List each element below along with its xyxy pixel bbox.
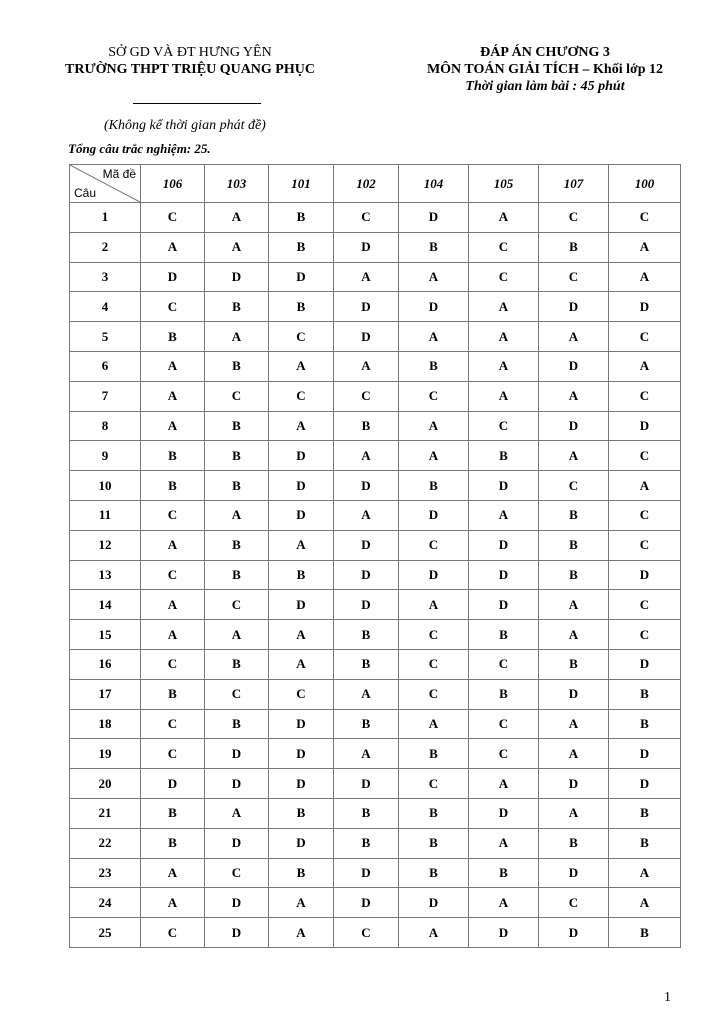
table-row bbox=[70, 441, 681, 471]
answer-cell: B bbox=[399, 798, 469, 828]
answer-cell: C bbox=[609, 500, 681, 530]
table-row bbox=[70, 798, 681, 828]
table-row bbox=[70, 411, 681, 441]
table-row bbox=[70, 918, 681, 948]
answer-cell: B bbox=[469, 620, 539, 650]
answer-cell: C bbox=[141, 292, 205, 322]
answer-cell: A bbox=[141, 232, 205, 262]
answer-cell: D bbox=[334, 530, 399, 560]
answer-cell: B bbox=[399, 828, 469, 858]
answer-cell: A bbox=[469, 203, 539, 233]
answer-cell: D bbox=[205, 828, 269, 858]
answer-cell: D bbox=[205, 739, 269, 769]
answer-cell: D bbox=[539, 769, 609, 799]
answer-cell: C bbox=[269, 381, 334, 411]
answer-cell: A bbox=[609, 262, 681, 292]
answer-cell: B bbox=[141, 679, 205, 709]
school-header bbox=[40, 44, 340, 78]
answer-cell: B bbox=[399, 471, 469, 501]
answer-cell: A bbox=[539, 381, 609, 411]
answer-cell: C bbox=[609, 441, 681, 471]
answer-cell: C bbox=[334, 381, 399, 411]
question-number: 18 bbox=[70, 709, 141, 739]
table-row bbox=[70, 322, 681, 352]
answer-cell: B bbox=[205, 441, 269, 471]
school-name: TRƯỜNG THPT TRIỆU QUANG PHỤC bbox=[65, 62, 315, 77]
answer-cell: C bbox=[539, 203, 609, 233]
answer-cell: D bbox=[469, 918, 539, 948]
answer-cell: C bbox=[609, 203, 681, 233]
table-row bbox=[70, 769, 681, 799]
answer-cell: D bbox=[609, 560, 681, 590]
table-row bbox=[70, 828, 681, 858]
answer-cell: B bbox=[334, 798, 399, 828]
answer-cell: D bbox=[399, 888, 469, 918]
answer-cell: B bbox=[205, 530, 269, 560]
answer-cell: B bbox=[609, 679, 681, 709]
answer-cell: B bbox=[334, 709, 399, 739]
answer-cell: A bbox=[141, 411, 205, 441]
answer-cell: C bbox=[141, 203, 205, 233]
answer-cell: C bbox=[469, 649, 539, 679]
answer-cell: A bbox=[399, 709, 469, 739]
question-number: 5 bbox=[70, 322, 141, 352]
table-row bbox=[70, 530, 681, 560]
answer-cell: D bbox=[539, 411, 609, 441]
answer-cell: B bbox=[269, 232, 334, 262]
answer-cell: A bbox=[141, 351, 205, 381]
answer-cell: D bbox=[539, 351, 609, 381]
answer-cell: D bbox=[269, 471, 334, 501]
answer-cell: A bbox=[269, 530, 334, 560]
question-number: 2 bbox=[70, 232, 141, 262]
answer-cell: C bbox=[205, 381, 269, 411]
answer-cell: D bbox=[399, 292, 469, 322]
table-row bbox=[70, 709, 681, 739]
exam-code: 102 bbox=[334, 165, 399, 203]
answer-cell: D bbox=[334, 560, 399, 590]
answer-cell: C bbox=[609, 620, 681, 650]
answer-cell: A bbox=[469, 322, 539, 352]
answer-cell: B bbox=[269, 798, 334, 828]
answer-cell: A bbox=[141, 530, 205, 560]
answer-cell: B bbox=[205, 351, 269, 381]
answer-cell: A bbox=[141, 590, 205, 620]
answer-cell: A bbox=[469, 351, 539, 381]
answer-cell: B bbox=[205, 411, 269, 441]
question-number: 12 bbox=[70, 530, 141, 560]
answer-cell: D bbox=[141, 769, 205, 799]
answer-cell: A bbox=[609, 888, 681, 918]
exam-code-label: Mã đề bbox=[102, 167, 136, 181]
answer-cell: D bbox=[539, 918, 609, 948]
answer-cell: B bbox=[269, 560, 334, 590]
answer-cell: A bbox=[334, 500, 399, 530]
question-number: 3 bbox=[70, 262, 141, 292]
answer-cell: D bbox=[334, 888, 399, 918]
answer-cell: C bbox=[539, 888, 609, 918]
question-number: 9 bbox=[70, 441, 141, 471]
answer-cell: A bbox=[334, 441, 399, 471]
question-number: 22 bbox=[70, 828, 141, 858]
question-number: 21 bbox=[70, 798, 141, 828]
answer-cell: D bbox=[469, 530, 539, 560]
answer-cell: B bbox=[609, 918, 681, 948]
table-row bbox=[70, 858, 681, 888]
answer-cell: B bbox=[205, 709, 269, 739]
answer-cell: C bbox=[205, 679, 269, 709]
exam-header bbox=[410, 44, 680, 95]
answer-cell: B bbox=[269, 203, 334, 233]
answer-cell: B bbox=[141, 798, 205, 828]
question-number: 17 bbox=[70, 679, 141, 709]
answer-cell: C bbox=[269, 322, 334, 352]
answer-cell: D bbox=[269, 441, 334, 471]
time-note: (Không kể thời gian phát đề) bbox=[104, 118, 266, 133]
answer-cell: C bbox=[141, 918, 205, 948]
answer-cell: A bbox=[469, 769, 539, 799]
answer-cell: C bbox=[469, 739, 539, 769]
answer-cell: D bbox=[609, 769, 681, 799]
answer-cell: D bbox=[469, 798, 539, 828]
exam-code: 103 bbox=[205, 165, 269, 203]
answer-rows bbox=[70, 203, 681, 948]
answer-cell: D bbox=[334, 590, 399, 620]
answer-cell: A bbox=[609, 232, 681, 262]
answer-cell: B bbox=[539, 560, 609, 590]
question-number: 6 bbox=[70, 351, 141, 381]
answer-cell: C bbox=[469, 232, 539, 262]
table-row bbox=[70, 292, 681, 322]
question-number: 11 bbox=[70, 500, 141, 530]
answer-cell: B bbox=[399, 858, 469, 888]
answer-cell: A bbox=[334, 351, 399, 381]
table-row bbox=[70, 471, 681, 501]
answer-key-title: ĐÁP ÁN CHƯƠNG 3 bbox=[480, 45, 610, 60]
answer-cell: B bbox=[539, 530, 609, 560]
exam-code: 104 bbox=[399, 165, 469, 203]
answer-cell: A bbox=[269, 888, 334, 918]
answer-cell: A bbox=[539, 441, 609, 471]
answer-cell: D bbox=[269, 709, 334, 739]
answer-cell: B bbox=[334, 411, 399, 441]
answer-cell: B bbox=[334, 620, 399, 650]
answer-cell: C bbox=[469, 411, 539, 441]
answer-cell: D bbox=[539, 679, 609, 709]
answer-cell: A bbox=[269, 351, 334, 381]
duration-line: Thời gian làm bài : 45 phút bbox=[465, 79, 625, 94]
answer-cell: C bbox=[399, 381, 469, 411]
answer-cell: B bbox=[469, 441, 539, 471]
exam-code: 105 bbox=[469, 165, 539, 203]
answer-cell: B bbox=[609, 798, 681, 828]
answer-cell: A bbox=[399, 441, 469, 471]
department-name: SỞ GD VÀ ĐT HƯNG YÊN bbox=[108, 45, 272, 60]
answer-cell: A bbox=[539, 798, 609, 828]
subject-line: MÔN TOÁN GIẢI TÍCH – Khối lớp 12 bbox=[426, 62, 664, 77]
answer-cell: B bbox=[609, 709, 681, 739]
answer-cell: A bbox=[205, 322, 269, 352]
answer-cell: C bbox=[539, 262, 609, 292]
question-number: 24 bbox=[70, 888, 141, 918]
answer-cell: C bbox=[399, 679, 469, 709]
answer-cell: A bbox=[269, 411, 334, 441]
answer-cell: C bbox=[539, 471, 609, 501]
answer-cell: C bbox=[399, 620, 469, 650]
answer-cell: D bbox=[269, 590, 334, 620]
answer-cell: A bbox=[469, 292, 539, 322]
answer-cell: D bbox=[334, 292, 399, 322]
table-row bbox=[70, 203, 681, 233]
exam-code: 107 bbox=[539, 165, 609, 203]
table-row bbox=[70, 500, 681, 530]
answer-cell: C bbox=[609, 322, 681, 352]
answer-cell: A bbox=[141, 858, 205, 888]
question-number: 13 bbox=[70, 560, 141, 590]
answer-cell: A bbox=[205, 500, 269, 530]
table-row bbox=[70, 739, 681, 769]
answer-cell: D bbox=[205, 262, 269, 292]
question-number: 25 bbox=[70, 918, 141, 948]
answer-cell: A bbox=[469, 888, 539, 918]
answer-cell: A bbox=[539, 620, 609, 650]
answer-cell: D bbox=[334, 322, 399, 352]
answer-cell: D bbox=[334, 471, 399, 501]
answer-cell: C bbox=[334, 918, 399, 948]
answer-cell: C bbox=[609, 590, 681, 620]
answer-cell: D bbox=[205, 918, 269, 948]
answer-cell: A bbox=[141, 888, 205, 918]
answer-cell: C bbox=[141, 560, 205, 590]
header-divider bbox=[133, 103, 261, 104]
table-row bbox=[70, 620, 681, 650]
answer-cell: D bbox=[539, 858, 609, 888]
page-number: 1 bbox=[664, 990, 671, 1005]
answer-cell: A bbox=[269, 649, 334, 679]
answer-cell: C bbox=[469, 262, 539, 292]
answer-cell: B bbox=[399, 739, 469, 769]
answer-cell: C bbox=[399, 530, 469, 560]
answer-cell: C bbox=[205, 858, 269, 888]
question-number: 19 bbox=[70, 739, 141, 769]
answer-cell: A bbox=[399, 918, 469, 948]
answer-cell: B bbox=[334, 649, 399, 679]
answer-cell: B bbox=[539, 500, 609, 530]
answer-cell: B bbox=[205, 560, 269, 590]
answer-cell: B bbox=[269, 292, 334, 322]
table-row bbox=[70, 888, 681, 918]
answer-cell: A bbox=[399, 590, 469, 620]
table-row bbox=[70, 560, 681, 590]
answer-cell: B bbox=[469, 858, 539, 888]
answer-cell: B bbox=[399, 232, 469, 262]
answer-cell: A bbox=[399, 262, 469, 292]
table-row bbox=[70, 381, 681, 411]
answer-cell: D bbox=[334, 858, 399, 888]
answer-cell: A bbox=[469, 828, 539, 858]
answer-cell: A bbox=[539, 590, 609, 620]
table-row bbox=[70, 262, 681, 292]
table-row bbox=[70, 232, 681, 262]
answer-cell: B bbox=[141, 441, 205, 471]
answer-cell: A bbox=[539, 709, 609, 739]
question-number: 20 bbox=[70, 769, 141, 799]
answer-cell: A bbox=[334, 679, 399, 709]
question-number: 4 bbox=[70, 292, 141, 322]
answer-cell: D bbox=[469, 560, 539, 590]
answer-cell: A bbox=[609, 351, 681, 381]
answer-cell: C bbox=[141, 649, 205, 679]
answer-cell: B bbox=[205, 471, 269, 501]
answer-cell: C bbox=[399, 649, 469, 679]
answer-cell: B bbox=[205, 649, 269, 679]
answer-cell: D bbox=[269, 500, 334, 530]
answer-cell: A bbox=[469, 381, 539, 411]
answer-cell: D bbox=[539, 292, 609, 322]
answer-cell: B bbox=[539, 828, 609, 858]
answer-cell: C bbox=[269, 679, 334, 709]
answer-cell: C bbox=[141, 739, 205, 769]
question-number: 15 bbox=[70, 620, 141, 650]
answer-cell: A bbox=[399, 411, 469, 441]
answer-cell: A bbox=[399, 322, 469, 352]
answer-cell: C bbox=[141, 709, 205, 739]
answer-cell: A bbox=[205, 203, 269, 233]
table-row bbox=[70, 351, 681, 381]
answer-cell: A bbox=[141, 381, 205, 411]
answer-cell: A bbox=[539, 322, 609, 352]
answer-cell: A bbox=[205, 620, 269, 650]
question-number: 16 bbox=[70, 649, 141, 679]
question-number: 7 bbox=[70, 381, 141, 411]
question-number: 23 bbox=[70, 858, 141, 888]
answer-cell: A bbox=[334, 739, 399, 769]
answer-cell: A bbox=[269, 918, 334, 948]
answer-cell: B bbox=[141, 322, 205, 352]
answer-cell: C bbox=[609, 381, 681, 411]
answer-cell: B bbox=[205, 292, 269, 322]
answer-cell: D bbox=[609, 739, 681, 769]
answer-cell: D bbox=[469, 471, 539, 501]
answer-cell: C bbox=[141, 500, 205, 530]
answer-cell: A bbox=[469, 500, 539, 530]
answer-cell: B bbox=[609, 828, 681, 858]
answer-cell: A bbox=[539, 739, 609, 769]
answer-cell: C bbox=[334, 203, 399, 233]
answer-cell: D bbox=[205, 769, 269, 799]
answer-cell: A bbox=[205, 798, 269, 828]
answer-cell: B bbox=[539, 232, 609, 262]
table-row bbox=[70, 590, 681, 620]
answer-cell: D bbox=[269, 828, 334, 858]
answer-cell: D bbox=[469, 590, 539, 620]
answer-cell: D bbox=[399, 500, 469, 530]
question-number: 10 bbox=[70, 471, 141, 501]
question-number: 8 bbox=[70, 411, 141, 441]
answer-cell: D bbox=[334, 232, 399, 262]
question-number: 14 bbox=[70, 590, 141, 620]
answer-key-table bbox=[69, 164, 681, 948]
answer-cell: D bbox=[269, 769, 334, 799]
answer-cell: D bbox=[609, 292, 681, 322]
corner-cell bbox=[70, 165, 141, 203]
answer-cell: A bbox=[609, 471, 681, 501]
answer-cell: B bbox=[399, 351, 469, 381]
answer-cell: B bbox=[469, 679, 539, 709]
answer-cell: A bbox=[334, 262, 399, 292]
question-number: 1 bbox=[70, 203, 141, 233]
answer-cell: D bbox=[269, 262, 334, 292]
answer-cell: C bbox=[399, 769, 469, 799]
exam-code: 106 bbox=[141, 165, 205, 203]
answer-cell: A bbox=[141, 620, 205, 650]
answer-cell: B bbox=[269, 858, 334, 888]
answer-cell: D bbox=[399, 560, 469, 590]
answer-cell: D bbox=[205, 888, 269, 918]
answer-cell: B bbox=[141, 471, 205, 501]
question-count: Tổng câu trắc nghiệm: 25. bbox=[68, 141, 211, 156]
answer-cell: C bbox=[469, 709, 539, 739]
answer-cell: A bbox=[269, 620, 334, 650]
question-label: Câu bbox=[74, 186, 97, 200]
answer-cell: A bbox=[205, 232, 269, 262]
answer-cell: B bbox=[141, 828, 205, 858]
table-row bbox=[70, 649, 681, 679]
answer-cell: D bbox=[141, 262, 205, 292]
code-header-row bbox=[70, 165, 681, 203]
exam-code: 100 bbox=[609, 165, 681, 203]
answer-cell: C bbox=[609, 530, 681, 560]
answer-cell: D bbox=[269, 739, 334, 769]
answer-cell: D bbox=[334, 769, 399, 799]
answer-cell: A bbox=[609, 858, 681, 888]
table-row bbox=[70, 679, 681, 709]
answer-cell: D bbox=[609, 411, 681, 441]
answer-cell: C bbox=[205, 590, 269, 620]
exam-code: 101 bbox=[269, 165, 334, 203]
answer-cell: B bbox=[334, 828, 399, 858]
answer-cell: B bbox=[539, 649, 609, 679]
answer-cell: D bbox=[609, 649, 681, 679]
answer-cell: D bbox=[399, 203, 469, 233]
